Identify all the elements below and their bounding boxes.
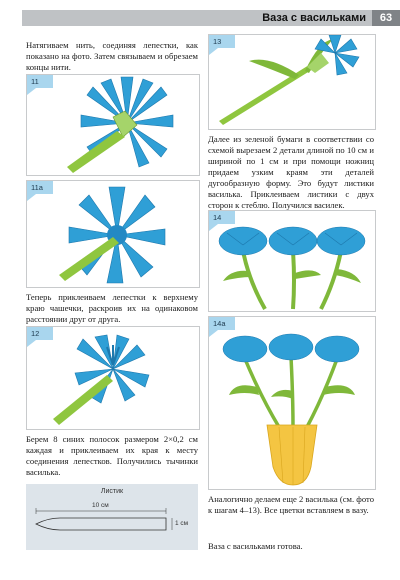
- flower-petals-closeup: [27, 75, 199, 175]
- leaf-outline: [26, 484, 198, 550]
- leaf-length: 10 см: [92, 502, 109, 509]
- cornflowers-in-vase: [209, 317, 375, 489]
- scheme-title: Листик: [100, 488, 124, 495]
- flower-top-view: [27, 181, 199, 287]
- step-label-14a: 14a: [209, 317, 235, 330]
- leaf-width: 1 см: [175, 520, 189, 527]
- paragraph-5: Аналогично делаем еще 2 василька (см. фото к шагам 4–13). Все цветки вставляем в вазу.: [208, 494, 374, 515]
- paragraph-4: Далее из зеленой бумаги в соответствии со схемой вырезаем 2 детали длиной по 10 см и шириной по 1 см и при помощи ножниц придаем узким краям эти деталей дугообразную форму. Это будут листики василька. Приклеиваем листики с двух сторон к стеблю. Получился василек.: [208, 134, 374, 210]
- step-label-12: 12: [27, 327, 53, 340]
- leaf-scheme: [26, 484, 198, 550]
- flower-stem-with-leaves: [209, 35, 375, 129]
- page-header: [0, 0, 400, 26]
- step-label-11: 11: [27, 75, 53, 88]
- header-title: Ваза с васильками: [262, 12, 366, 24]
- paragraph-1: Натягиваем нить, соединяя лепестки, как показано на фото. Затем связываем и обрезаем концы нити.: [26, 40, 198, 72]
- paragraph-6: Ваза с васильками готова.: [208, 541, 303, 551]
- photo-step-14: [208, 210, 376, 312]
- page-number: 63: [372, 10, 400, 26]
- photo-step-14a: [208, 316, 376, 490]
- step-label-13: 13: [209, 35, 235, 48]
- step-label-14: 14: [209, 211, 235, 224]
- photo-step-11: [26, 74, 200, 176]
- paragraph-2: Теперь приклеиваем лепестки к верхнему краю чашечки, раскроив их на одинаковом расстоянии друг от друга.: [26, 292, 198, 324]
- three-cornflowers: [209, 211, 375, 311]
- paragraph-3: Берем 8 синих полосок размером 2×0,2 см каждая и приклеиваем их края к месту соединения лепестков. Получились тычинки василька.: [26, 434, 198, 477]
- flower-with-stamens: [27, 327, 199, 429]
- photo-step-13: [208, 34, 376, 130]
- step-label-11a: 11a: [27, 181, 53, 194]
- photo-step-12: [26, 326, 200, 430]
- photo-step-11a: [26, 180, 200, 288]
